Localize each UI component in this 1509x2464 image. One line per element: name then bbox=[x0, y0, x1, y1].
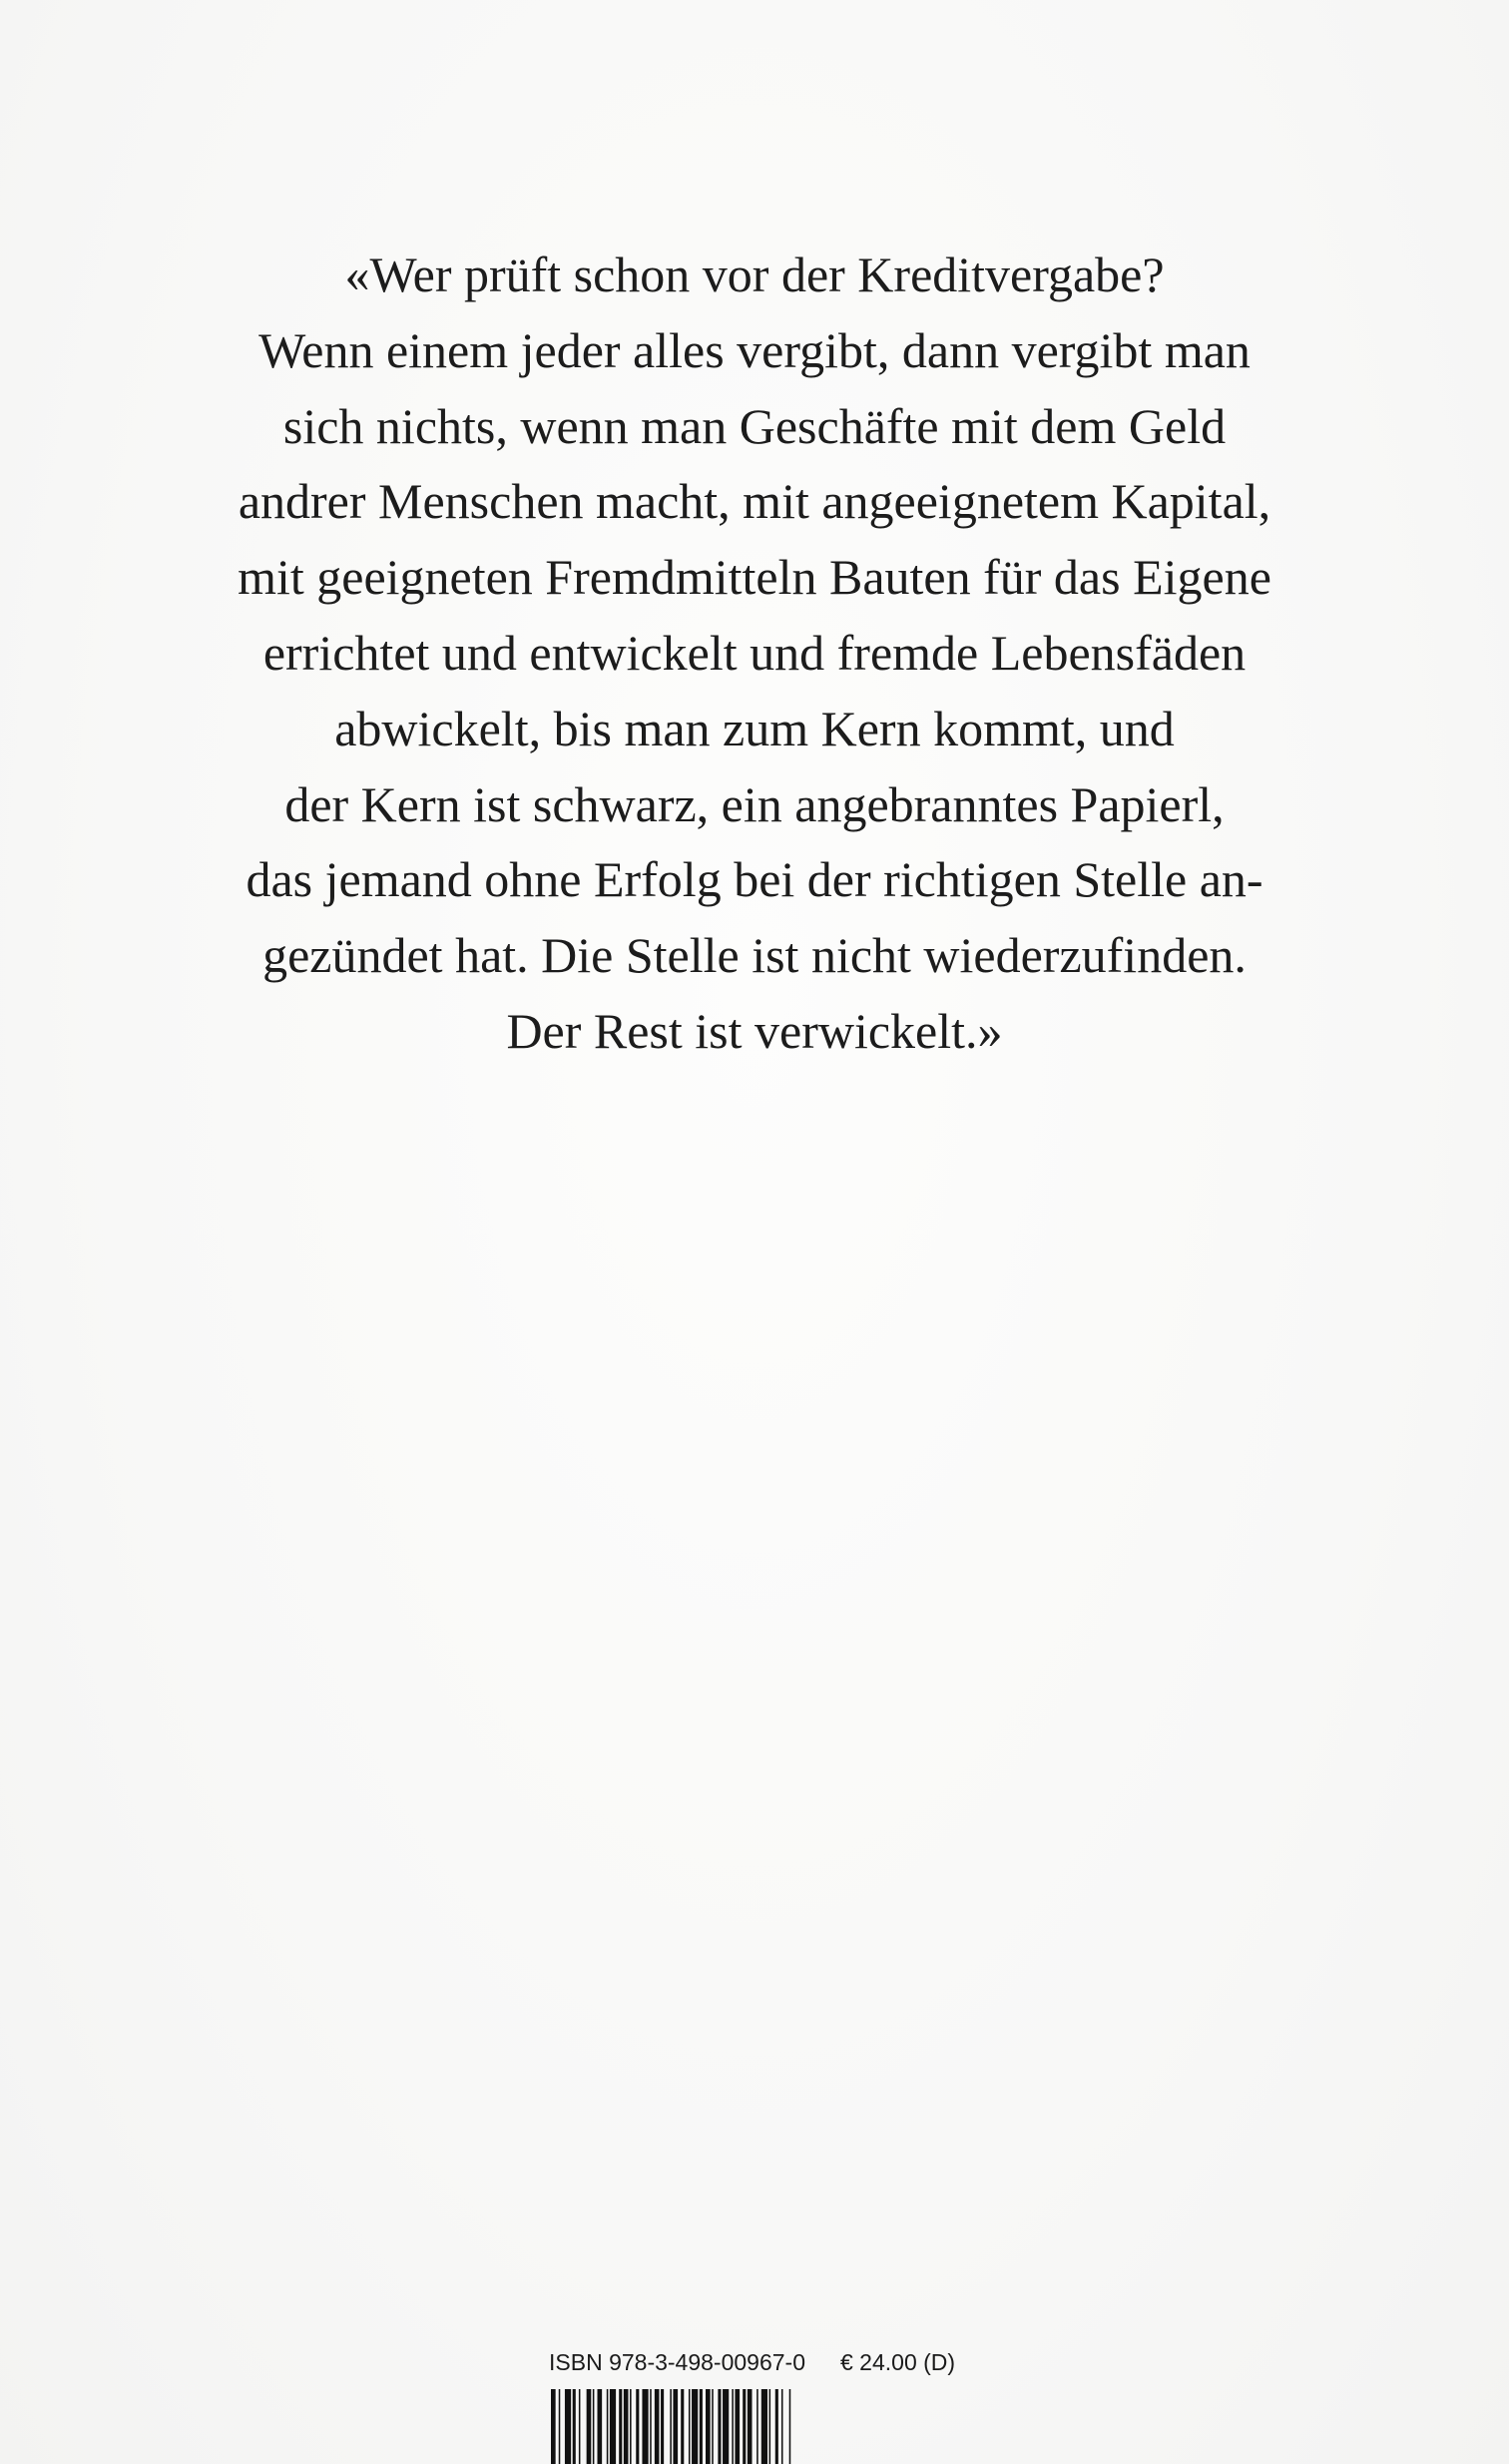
barcode-bar bbox=[769, 2389, 771, 2464]
quote-line-6: errichtet und entwickelt und fremde Lebensfäden bbox=[262, 624, 1247, 681]
barcode-bar bbox=[624, 2389, 629, 2464]
barcode-bar bbox=[761, 2389, 767, 2464]
barcode-block bbox=[549, 2345, 968, 2464]
barcode-bar bbox=[598, 2389, 603, 2464]
barcode-bar bbox=[723, 2389, 729, 2464]
barcode-bar bbox=[706, 2389, 711, 2464]
quote-line-2: Wenn einem jeder alles vergibt, dann vergibt man bbox=[258, 321, 1251, 378]
barcode-bar bbox=[756, 2389, 758, 2464]
quote-line-3: sich nichts, wenn man Geschäfte mit dem Geld bbox=[282, 397, 1227, 454]
quote-line-11: Der Rest ist verwickelt.» bbox=[506, 1002, 1003, 1059]
barcode-bar bbox=[650, 2389, 652, 2464]
back-cover-quote bbox=[0, 238, 1509, 1070]
quote-line-5: mit geeigneten Fremdmitteln Bauten für das Eigene bbox=[238, 549, 1271, 606]
barcode-bar bbox=[630, 2389, 632, 2464]
barcode-bar bbox=[573, 2389, 576, 2464]
barcode-caption bbox=[549, 2345, 968, 2379]
barcode-bar bbox=[689, 2389, 691, 2464]
quote-line-7: abwickelt, bis man zum Kern kommt, und bbox=[334, 700, 1175, 756]
barcode-bar bbox=[607, 2389, 609, 2464]
barcode-bar bbox=[587, 2389, 592, 2464]
barcode-bar bbox=[700, 2389, 703, 2464]
barcode-bar bbox=[681, 2389, 684, 2464]
isbn-number: ISBN 978-3-498-00967-0 bbox=[549, 2349, 805, 2375]
quote-line-4: andrer Menschen macht, mit angeeignetem Kapital, bbox=[238, 473, 1271, 530]
price-label: € 24.00 (D) bbox=[840, 2349, 956, 2375]
barcode-bar bbox=[670, 2389, 672, 2464]
quote-line-8: der Kern ist schwarz, ein angebranntes Papierl, bbox=[284, 775, 1225, 832]
barcode-bar bbox=[692, 2389, 698, 2464]
barcode-bar bbox=[781, 2389, 783, 2464]
barcode-bar bbox=[655, 2389, 660, 2464]
barcode-bar bbox=[551, 2389, 556, 2464]
barcode-bar bbox=[735, 2389, 740, 2464]
barcode-bar bbox=[610, 2389, 616, 2464]
quote-line-9: das jemand ohne Erfolg bei der richtigen Stelle an- bbox=[246, 851, 1263, 908]
barcode-bar bbox=[565, 2389, 571, 2464]
barcode-bar bbox=[619, 2389, 622, 2464]
barcode-bar bbox=[593, 2389, 595, 2464]
barcode-bar bbox=[642, 2389, 648, 2464]
barcode-bar bbox=[732, 2389, 734, 2464]
barcode-bar bbox=[559, 2389, 561, 2464]
barcode-bar bbox=[661, 2389, 664, 2464]
quote-line-10: gezündet hat. Die Stelle ist nicht wiederzufinden. bbox=[262, 927, 1247, 984]
barcode-bar bbox=[775, 2389, 778, 2464]
barcode-bar bbox=[789, 2389, 791, 2464]
barcode-bar bbox=[636, 2389, 639, 2464]
barcode-icon bbox=[549, 2389, 968, 2464]
barcode-bar bbox=[718, 2389, 721, 2464]
quote-line-1: «Wer prüft schon vor der Kreditvergabe? bbox=[344, 246, 1165, 302]
barcode-bar bbox=[579, 2389, 581, 2464]
barcode-bar bbox=[743, 2389, 746, 2464]
barcode-bar bbox=[748, 2389, 753, 2464]
barcode-bar bbox=[712, 2389, 714, 2464]
barcode-bar bbox=[673, 2389, 678, 2464]
